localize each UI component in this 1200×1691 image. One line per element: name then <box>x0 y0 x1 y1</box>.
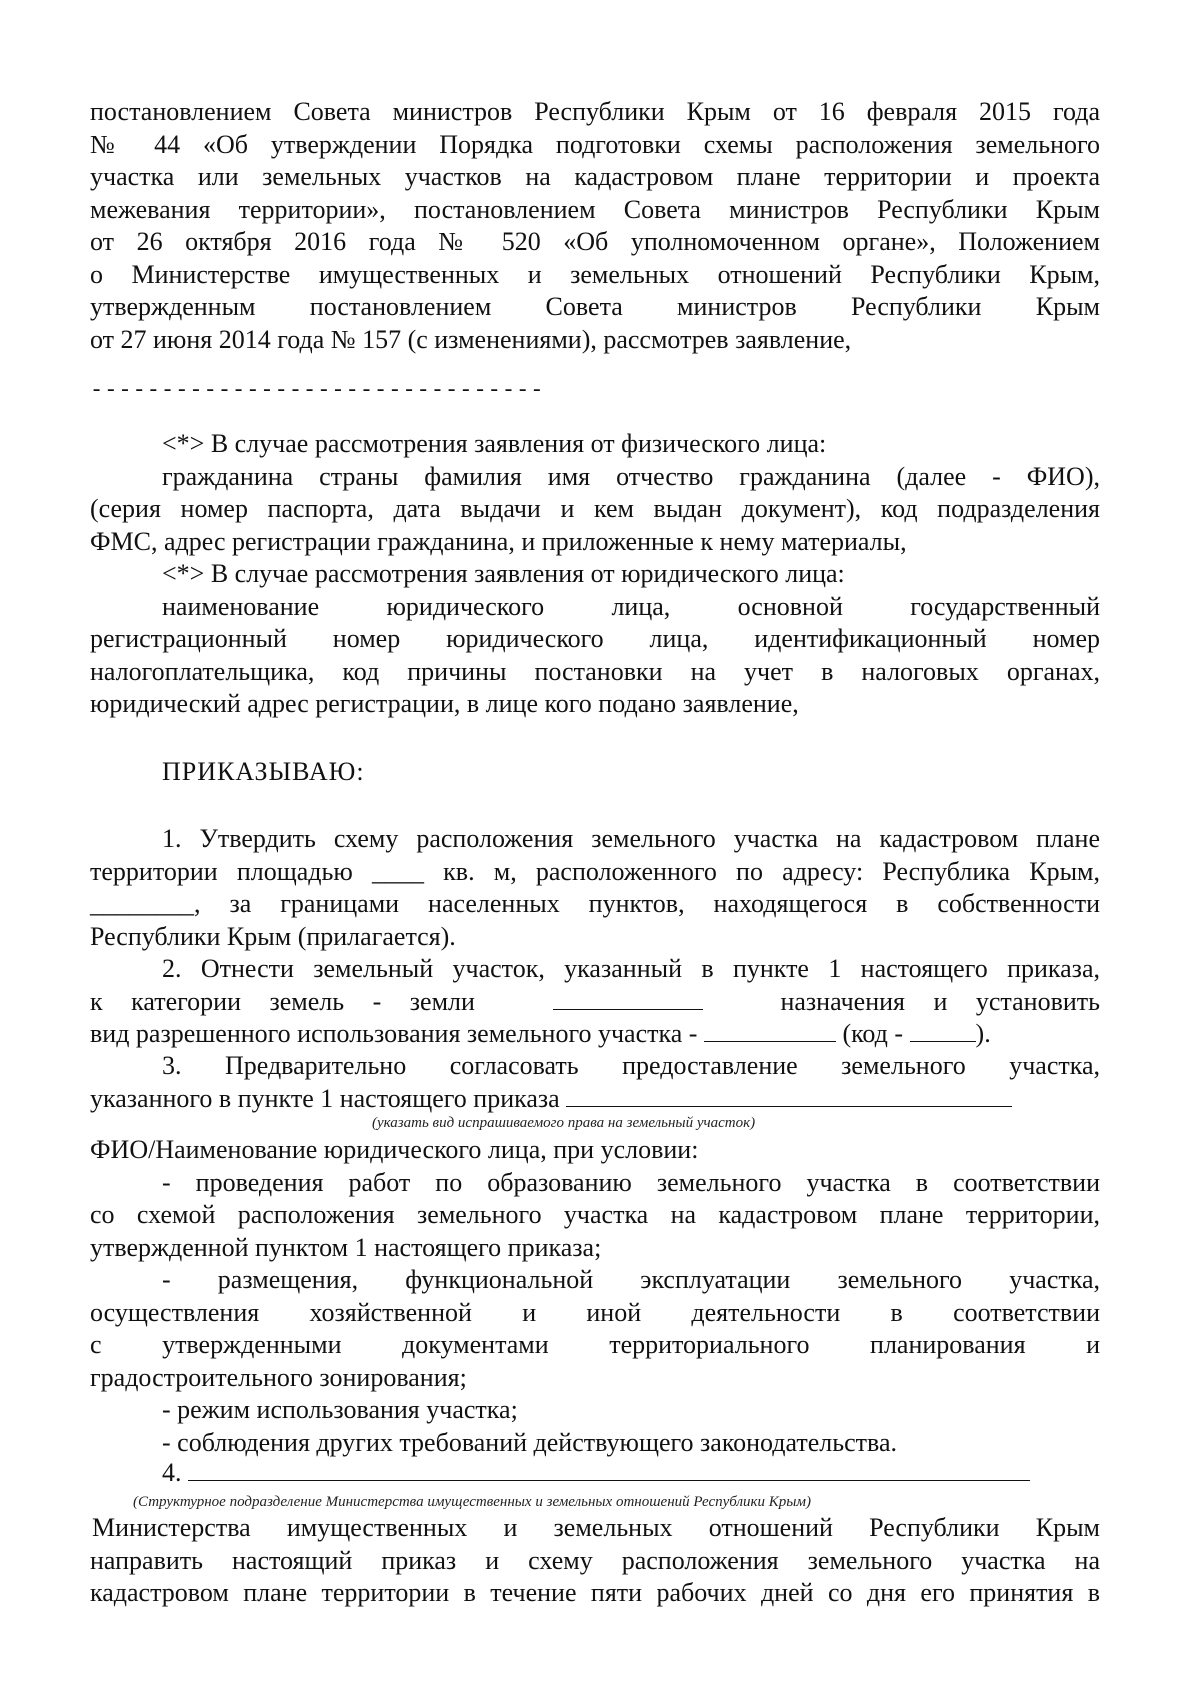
text-line: гражданина страны фамилия имя отчество гражданина (далее - ФИО), <box>162 461 1100 491</box>
caption-structural-unit: (Структурное подразделение Министерства имущественных и земельных отношений Республики Крым) <box>133 1494 811 1510</box>
text-line: кадастровом плане территории в течение пяти рабочих дней со дня его принятия в <box>90 1578 1100 1607</box>
item-2 <box>90 953 1100 1051</box>
text-line: с утвержденными документами территориального планирования и <box>90 1330 1100 1359</box>
text-line: ________, за границами населенных пунктов, находящегося в собственности <box>90 889 1100 918</box>
text-line <box>90 1083 1100 1116</box>
text-fragment: (код - <box>842 1019 904 1048</box>
text-line <box>90 1018 1100 1051</box>
footnote-title: <*> В случае рассмотрения заявления от юридического лица: <box>162 559 845 588</box>
text-line: направить настоящий приказ и схему расположения земельного участка на <box>90 1545 1100 1575</box>
text-line: градостроительного зонирования; <box>90 1362 467 1392</box>
footnote-separator: -------------------------------- <box>90 378 545 403</box>
preamble-paragraph <box>90 96 1100 356</box>
item-3 <box>90 1050 1100 1115</box>
text-fragment: к категории земель - земли <box>90 986 475 1016</box>
blank-permitted-use <box>704 1019 836 1042</box>
text-fragment: назначения и установить <box>780 986 1100 1016</box>
text-fragment: вид разрешенного использования земельного участка - <box>90 1019 698 1048</box>
text-line: участка или земельных участков на кадастровом плане территории и проекта <box>90 162 1100 191</box>
blank-structural-unit <box>188 1458 1030 1481</box>
text-line: - размещения, функциональной эксплуатации земельного участка, <box>162 1265 1100 1294</box>
text-line: постановлением Совета министров Республики Крым от 16 февраля 2015 года <box>90 97 1100 126</box>
blank-use-code <box>910 1019 976 1042</box>
text-line: утвержденной пунктом 1 настоящего приказа; <box>90 1232 602 1262</box>
text-line: юридический адрес регистрации, в лице кого подано заявление, <box>90 689 799 718</box>
text-line: о Министерстве имущественных и земельных отношений Республики Крым, <box>90 259 1100 289</box>
item-3-conditions <box>90 1134 1100 1459</box>
text-line: 3. Предварительно согласовать предоставление земельного участка, <box>162 1051 1100 1080</box>
order-heading: ПРИКАЗЫВАЮ: <box>162 757 365 786</box>
text-line: наименование юридического лица, основной государственный <box>162 591 1100 621</box>
text-line: - соблюдения других требований действующего законодательства. <box>162 1427 898 1457</box>
text-line: от 27 июня 2014 года № 157 (с изменениями), рассмотрев заявление, <box>90 324 852 354</box>
blank-right-type <box>566 1084 1012 1107</box>
footnote-title: <*> В случае рассмотрения заявления от физического лица: <box>162 429 827 458</box>
text-line: регистрационный номер юридического лица, идентификационный номер <box>90 624 1100 653</box>
text-line: (серия номер паспорта, дата выдачи и кем выдан документ), код подразделения <box>90 494 1100 523</box>
item-4 <box>90 1457 1100 1490</box>
text-line: налогоплательщика, код причины постановки на учет в налоговых органах, <box>90 656 1100 686</box>
text-line: ФИО/Наименование юридического лица, при условии: <box>90 1135 699 1164</box>
blank-land-purpose <box>553 987 703 1010</box>
text-line: со схемой расположения земельного участка на кадастровом плане территории, <box>90 1200 1100 1229</box>
text-line: утвержденным постановлением Совета министров Республики Крым <box>90 292 1100 321</box>
text-line <box>90 1457 1100 1490</box>
text-fragment: ). <box>975 1019 991 1048</box>
text-line: осуществления хозяйственной и иной деятельности в соответствии <box>90 1297 1100 1327</box>
item-4-text <box>90 1512 1100 1610</box>
text-line: 1. Утвердить схему расположения земельного участка на кадастровом плане <box>162 824 1100 853</box>
text-line: межевания территории», постановлением Совета министров Республики Крым <box>90 194 1100 224</box>
text-line: 2. Отнести земельный участок, указанный в пункте 1 настоящего приказа, <box>162 954 1100 983</box>
text-line: от 26 октября 2016 года № 520 «Об уполномоченном органе», Положением <box>90 227 1100 256</box>
footnote-legal <box>90 558 1100 721</box>
text-line: Министерства имущественных и земельных отношений Республики Крым <box>92 1513 1100 1542</box>
text-line: Республики Крым (прилагается). <box>90 921 456 951</box>
text-line: территории площадью ____ кв. м, расположенного по адресу: Республика Крым, <box>90 856 1100 886</box>
text-line <box>90 986 1100 1019</box>
text-fragment: указанного в пункте 1 настоящего приказа <box>90 1083 560 1113</box>
item-1 <box>90 823 1100 953</box>
text-line: - проведения работ по образованию земельного участка в соответствии <box>162 1167 1100 1197</box>
text-line: № 44 «Об утверждении Порядка подготовки схемы расположения земельного <box>90 129 1100 159</box>
text-line: - режим использования участка; <box>162 1395 518 1424</box>
text-line: ФМС, адрес регистрации гражданина, и приложенные к нему материалы, <box>90 526 907 556</box>
caption-right-type: (указать вид испрашиваемого права на земельный участок) <box>372 1115 756 1131</box>
item-number: 4. <box>162 1458 182 1487</box>
footnote-individual <box>90 428 1100 558</box>
